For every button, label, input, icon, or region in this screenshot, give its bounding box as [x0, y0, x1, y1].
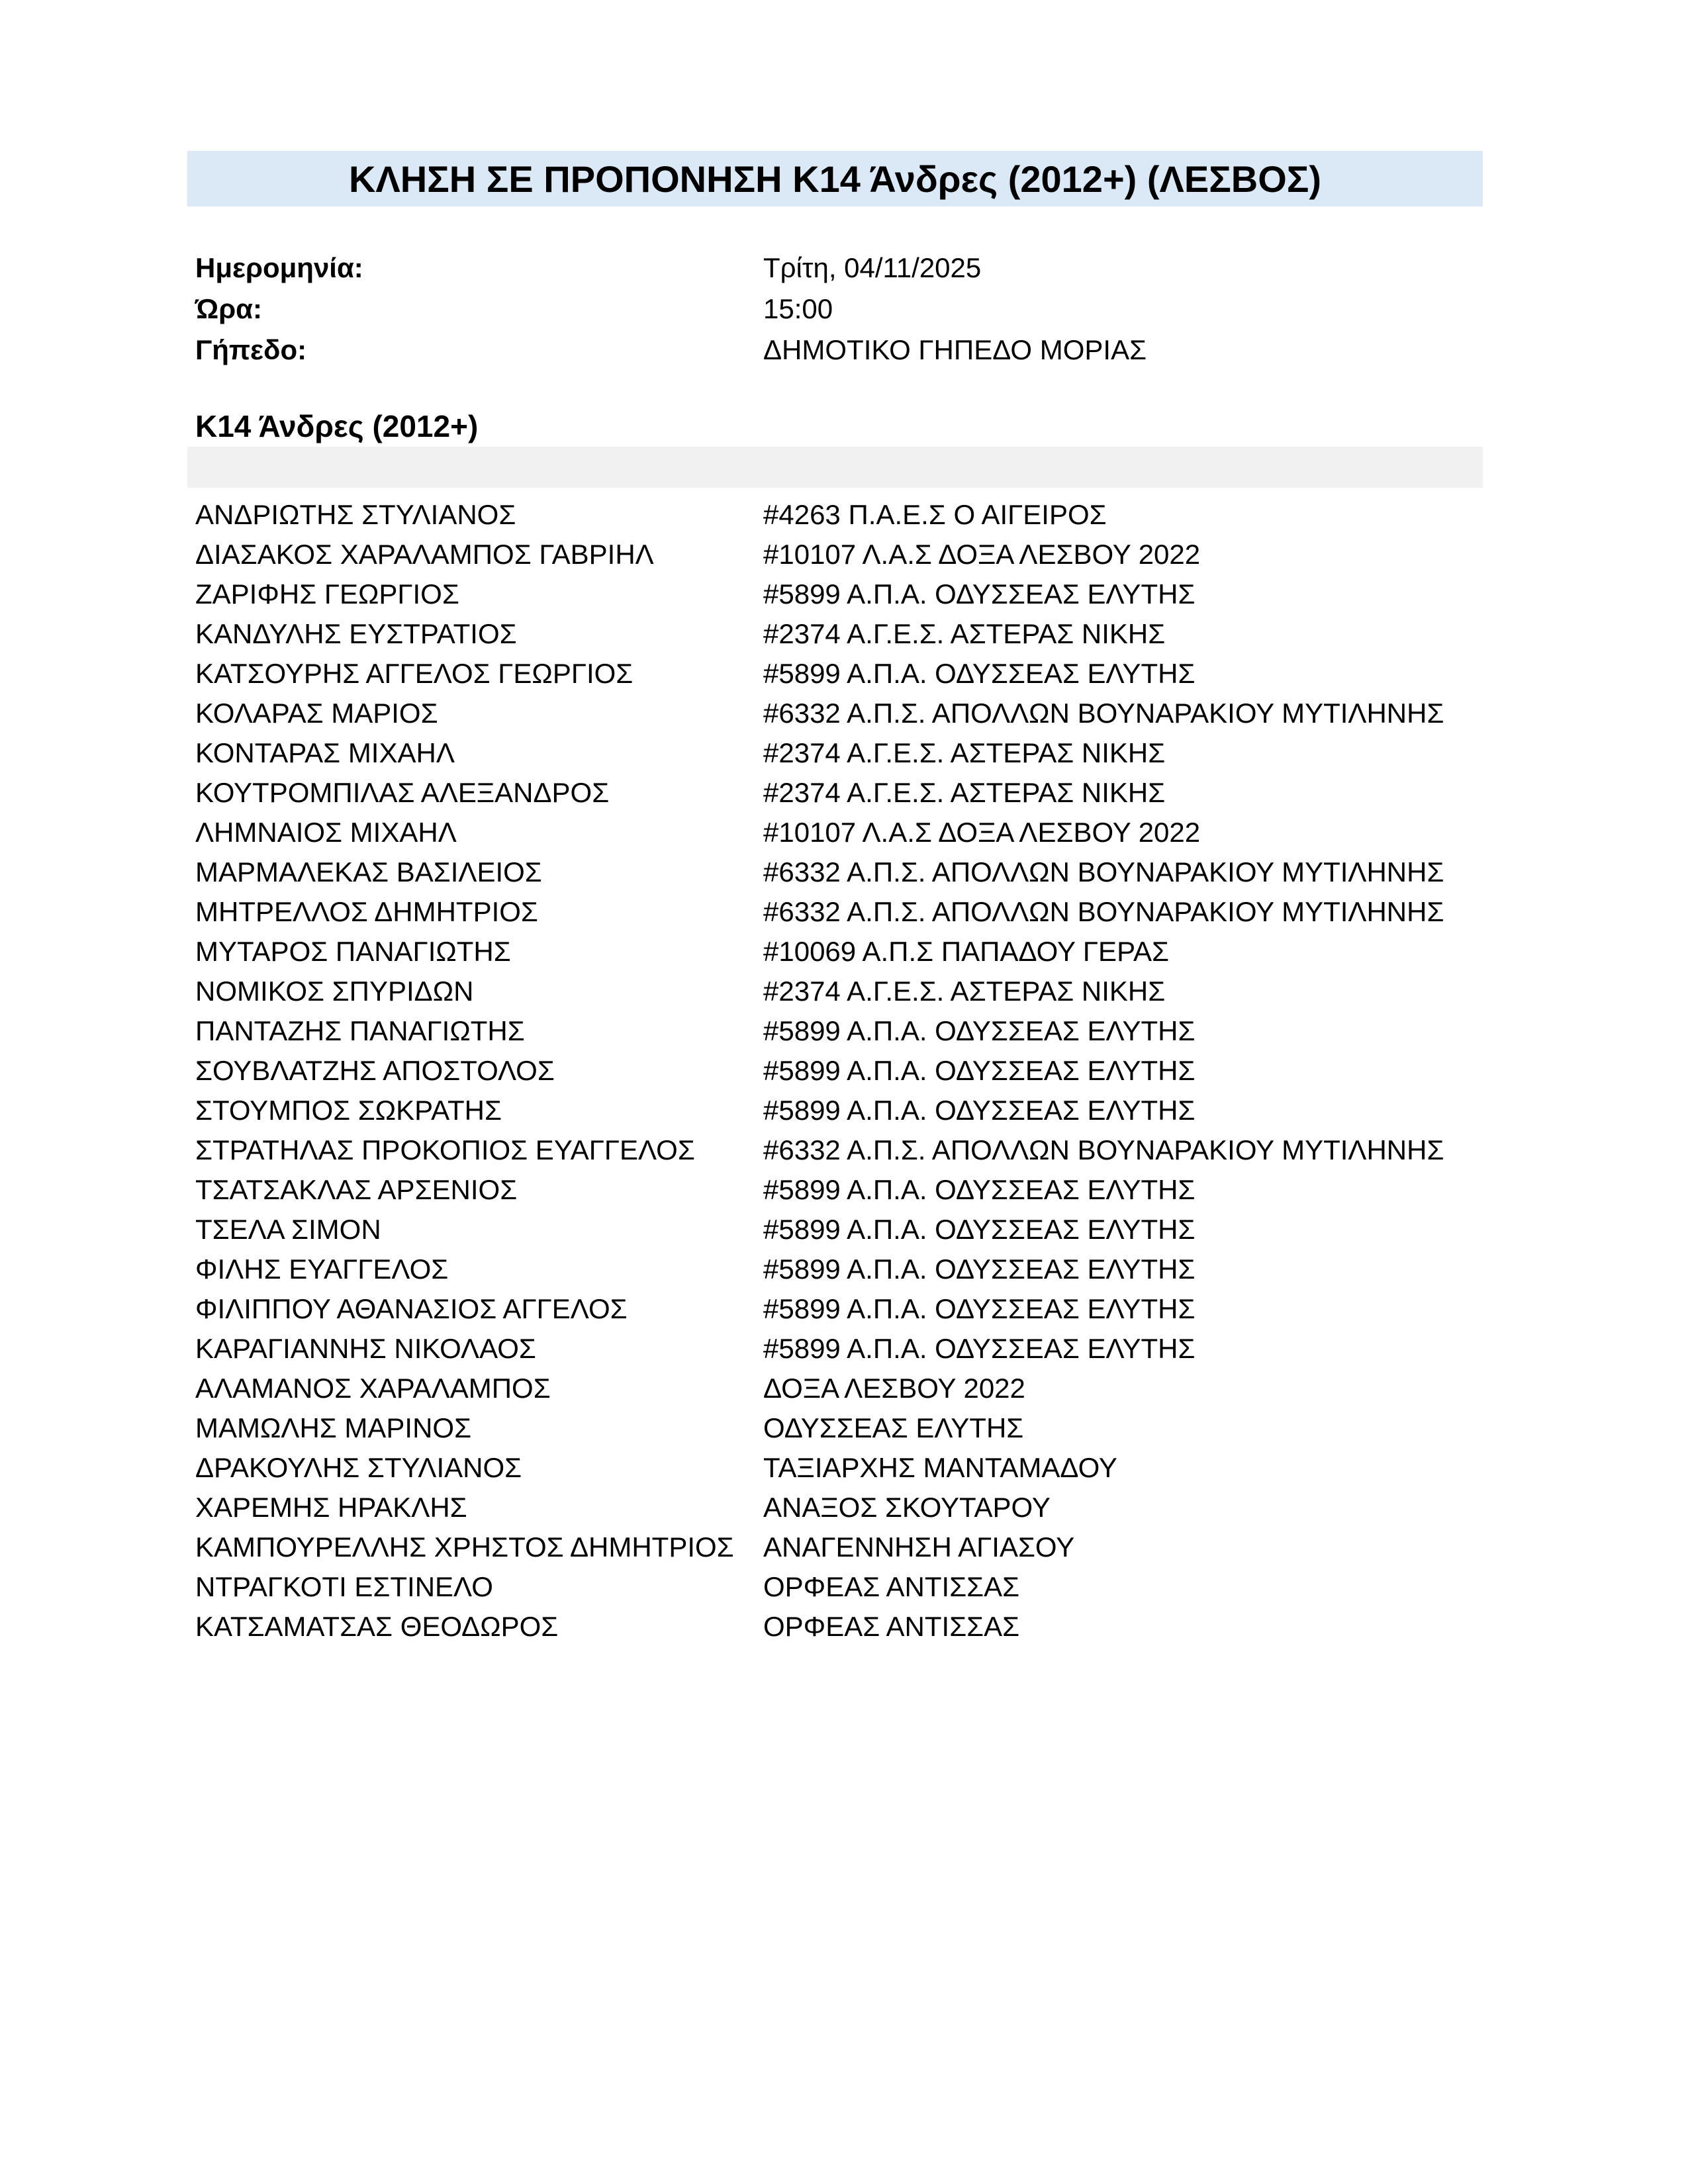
meta-label: Ώρα:: [195, 293, 262, 324]
player-name: ΜΗΤΡΕΛΛΟΣ ΔΗΜΗΤΡΙΟΣ: [195, 896, 538, 927]
table-row: [0, 1527, 1688, 1567]
table-header-band: [187, 447, 1483, 488]
player-club: #5899 Α.Π.Α. ΟΔΥΣΣΕΑΣ ΕΛΥΤΗΣ: [763, 658, 1196, 689]
table-row: [0, 1210, 1688, 1250]
section-title: Κ14 Άνδρες (2012+): [195, 409, 479, 443]
table-row: [0, 1250, 1688, 1289]
player-name: ΚΟΝΤΑΡΑΣ ΜΙΧΑΗΛ: [195, 737, 455, 768]
player-club: ΑΝΑΓΕΝΝΗΣΗ ΑΓΙΑΣΟΥ: [763, 1531, 1075, 1563]
table-row: [0, 694, 1688, 733]
table-row: [0, 654, 1688, 694]
table-row: [0, 813, 1688, 852]
player-name: ΚΑΡΑΓΙΑΝΝΗΣ ΝΙΚΟΛΑΟΣ: [195, 1333, 536, 1364]
player-club: #10107 Λ.Α.Σ ΔΟΞΑ ΛΕΣΒΟΥ 2022: [763, 539, 1201, 570]
player-name: ΚΟΥΤΡΟΜΠΙΛΑΣ ΑΛΕΞΑΝΔΡΟΣ: [195, 777, 610, 808]
table-row: [0, 773, 1688, 813]
player-club: #6332 Α.Π.Σ. ΑΠΟΛΛΩΝ ΒΟΥΝΑΡΑΚΙΟΥ ΜΥΤΙΛΗΝΗΣ: [763, 698, 1444, 729]
table-row: [0, 495, 1688, 535]
player-name: ΤΣΕΛΑ ΣΙΜΟΝ: [195, 1214, 381, 1245]
meta-row: [0, 330, 1688, 371]
player-club: #6332 Α.Π.Σ. ΑΠΟΛΛΩΝ ΒΟΥΝΑΡΑΚΙΟΥ ΜΥΤΙΛΗΝΗΣ: [763, 856, 1444, 887]
player-name: ΣΤΡΑΤΗΛΑΣ ΠΡΟΚΟΠΙΟΣ ΕΥΑΓΓΕΛΟΣ: [195, 1134, 695, 1165]
meta-row: [0, 289, 1688, 330]
table-row: [0, 614, 1688, 654]
player-club: #2374 Α.Γ.Ε.Σ. ΑΣΤΕΡΑΣ ΝΙΚΗΣ: [763, 618, 1166, 649]
table-row: [0, 1051, 1688, 1091]
table-row: [0, 1329, 1688, 1369]
player-club: #6332 Α.Π.Σ. ΑΠΟΛΛΩΝ ΒΟΥΝΑΡΑΚΙΟΥ ΜΥΤΙΛΗΝΗΣ: [763, 1134, 1444, 1165]
player-name: ΖΑΡΙΦΗΣ ΓΕΩΡΓΙΟΣ: [195, 578, 459, 610]
roster-table: [0, 495, 1688, 1647]
table-row: [0, 1289, 1688, 1329]
player-name: ΜΑΜΩΛΗΣ ΜΑΡΙΝΟΣ: [195, 1412, 472, 1443]
player-club: ΟΔΥΣΣΕΑΣ ΕΛΥΤΗΣ: [763, 1412, 1024, 1443]
player-name: ΚΑΤΣΑΜΑΤΣΑΣ ΘΕΟΔΩΡΟΣ: [195, 1611, 559, 1642]
table-row: [0, 892, 1688, 932]
player-name: ΑΛΑΜΑΝΟΣ ΧΑΡΑΛΑΜΠΟΣ: [195, 1373, 551, 1404]
table-row: [0, 1607, 1688, 1647]
player-name: ΤΣΑΤΣΑΚΛΑΣ ΑΡΣΕΝΙΟΣ: [195, 1174, 518, 1205]
player-club: #2374 Α.Γ.Ε.Σ. ΑΣΤΕΡΑΣ ΝΙΚΗΣ: [763, 737, 1166, 768]
player-name: ΣΤΟΥΜΠΟΣ ΣΩΚΡΑΤΗΣ: [195, 1095, 502, 1126]
player-name: ΣΟΥΒΛΑΤΖΗΣ ΑΠΟΣΤΟΛΟΣ: [195, 1055, 555, 1086]
table-row: [0, 1011, 1688, 1051]
player-club: #4263 Π.Α.Ε.Σ Ο ΑΙΓΕΙΡΟΣ: [763, 499, 1107, 530]
player-name: ΑΝΔΡΙΩΤΗΣ ΣΤΥΛΙΑΝΟΣ: [195, 499, 516, 530]
player-club: #10107 Λ.Α.Σ ΔΟΞΑ ΛΕΣΒΟΥ 2022: [763, 817, 1201, 848]
meta-section: [0, 248, 1688, 371]
meta-value: 15:00: [763, 293, 833, 324]
player-name: ΔΙΑΣΑΚΟΣ ΧΑΡΑΛΑΜΠΟΣ ΓΑΒΡΙΗΛ: [195, 539, 654, 570]
player-name: ΠΑΝΤΑΖΗΣ ΠΑΝΑΓΙΩΤΗΣ: [195, 1015, 525, 1046]
player-name: ΔΡΑΚΟΥΛΗΣ ΣΤΥΛΙΑΝΟΣ: [195, 1452, 522, 1483]
player-name: ΚΑΝΔΥΛΗΣ ΕΥΣΤΡΑΤΙΟΣ: [195, 618, 517, 649]
page-title: ΚΛΗΣΗ ΣΕ ΠΡΟΠΟΝΗΣΗ Κ14 Άνδρες (2012+) (ΛΕΣΒΟΣ): [348, 158, 1322, 200]
meta-value: ΔΗΜΟΤΙΚΟ ΓΗΠΕΔΟ ΜΟΡΙΑΣ: [763, 334, 1147, 365]
player-club: #2374 Α.Γ.Ε.Σ. ΑΣΤΕΡΑΣ ΝΙΚΗΣ: [763, 777, 1166, 808]
table-row: [0, 535, 1688, 574]
player-club: ΔΟΞΑ ΛΕΣΒΟΥ 2022: [763, 1373, 1025, 1404]
table-row: [0, 1369, 1688, 1408]
player-club: ΟΡΦΕΑΣ ΑΝΤΙΣΣΑΣ: [763, 1611, 1020, 1642]
player-name: ΜΑΡΜΑΛΕΚΑΣ ΒΑΣΙΛΕΙΟΣ: [195, 856, 542, 887]
player-club: #5899 Α.Π.Α. ΟΔΥΣΣΕΑΣ ΕΛΥΤΗΣ: [763, 1214, 1196, 1245]
table-row: [0, 1448, 1688, 1488]
meta-label: Ημερομηνία:: [195, 252, 363, 283]
player-name: ΚΟΛΑΡΑΣ ΜΑΡΙΟΣ: [195, 698, 438, 729]
table-row: [0, 1567, 1688, 1607]
player-club: #5899 Α.Π.Α. ΟΔΥΣΣΕΑΣ ΕΛΥΤΗΣ: [763, 1095, 1196, 1126]
table-row: [0, 1488, 1688, 1527]
player-name: ΦΙΛΙΠΠΟΥ ΑΘΑΝΑΣΙΟΣ ΑΓΓΕΛΟΣ: [195, 1293, 628, 1324]
player-name: ΧΑΡΕΜΗΣ ΗΡΑΚΛΗΣ: [195, 1492, 467, 1523]
player-club: ΤΑΞΙΑΡΧΗΣ ΜΑΝΤΑΜΑΔΟΥ: [763, 1452, 1117, 1483]
player-club: #5899 Α.Π.Α. ΟΔΥΣΣΕΑΣ ΕΛΥΤΗΣ: [763, 1253, 1196, 1285]
player-club: #10069 Α.Π.Σ ΠΑΠΑΔΟΥ ΓΕΡΑΣ: [763, 936, 1169, 967]
player-name: ΛΗΜΝΑΙΟΣ ΜΙΧΑΗΛ: [195, 817, 457, 848]
player-club: #6332 Α.Π.Σ. ΑΠΟΛΛΩΝ ΒΟΥΝΑΡΑΚΙΟΥ ΜΥΤΙΛΗΝΗΣ: [763, 896, 1444, 927]
player-name: ΦΙΛΗΣ ΕΥΑΓΓΕΛΟΣ: [195, 1253, 449, 1285]
player-name: ΝΟΜΙΚΟΣ ΣΠΥΡΙΔΩΝ: [195, 976, 474, 1007]
player-club: #5899 Α.Π.Α. ΟΔΥΣΣΕΑΣ ΕΛΥΤΗΣ: [763, 1055, 1196, 1086]
table-row: [0, 972, 1688, 1011]
table-row: [0, 733, 1688, 773]
table-row: [0, 1130, 1688, 1170]
table-row: [0, 1408, 1688, 1448]
player-club: #5899 Α.Π.Α. ΟΔΥΣΣΕΑΣ ΕΛΥΤΗΣ: [763, 1293, 1196, 1324]
meta-label: Γήπεδο:: [195, 334, 307, 365]
player-club: #5899 Α.Π.Α. ΟΔΥΣΣΕΑΣ ΕΛΥΤΗΣ: [763, 1333, 1196, 1364]
player-name: ΚΑΤΣΟΥΡΗΣ ΑΓΓΕΛΟΣ ΓΕΩΡΓΙΟΣ: [195, 658, 633, 689]
player-club: #2374 Α.Γ.Ε.Σ. ΑΣΤΕΡΑΣ ΝΙΚΗΣ: [763, 976, 1166, 1007]
meta-value: Τρίτη, 04/11/2025: [763, 252, 982, 283]
player-club: #5899 Α.Π.Α. ΟΔΥΣΣΕΑΣ ΕΛΥΤΗΣ: [763, 578, 1196, 610]
player-club: #5899 Α.Π.Α. ΟΔΥΣΣΕΑΣ ΕΛΥΤΗΣ: [763, 1174, 1196, 1205]
title-band: [187, 151, 1483, 206]
table-row: [0, 932, 1688, 972]
table-row: [0, 1091, 1688, 1130]
meta-row: [0, 248, 1688, 289]
player-name: ΚΑΜΠΟΥΡΕΛΛΗΣ ΧΡΗΣΤΟΣ ΔΗΜΗΤΡΙΟΣ: [195, 1531, 734, 1563]
player-club: ΟΡΦΕΑΣ ΑΝΤΙΣΣΑΣ: [763, 1571, 1020, 1602]
player-name: ΜΥΤΑΡΟΣ ΠΑΝΑΓΙΩΤΗΣ: [195, 936, 511, 967]
table-row: [0, 574, 1688, 614]
table-row: [0, 852, 1688, 892]
player-club: ΑΝΑΞΟΣ ΣΚΟΥΤΑΡΟΥ: [763, 1492, 1051, 1523]
player-name: ΝΤΡΑΓΚΟΤΙ ΕΣΤΙΝΕΛΟ: [195, 1571, 493, 1602]
table-row: [0, 1170, 1688, 1210]
player-club: #5899 Α.Π.Α. ΟΔΥΣΣΕΑΣ ΕΛΥΤΗΣ: [763, 1015, 1196, 1046]
